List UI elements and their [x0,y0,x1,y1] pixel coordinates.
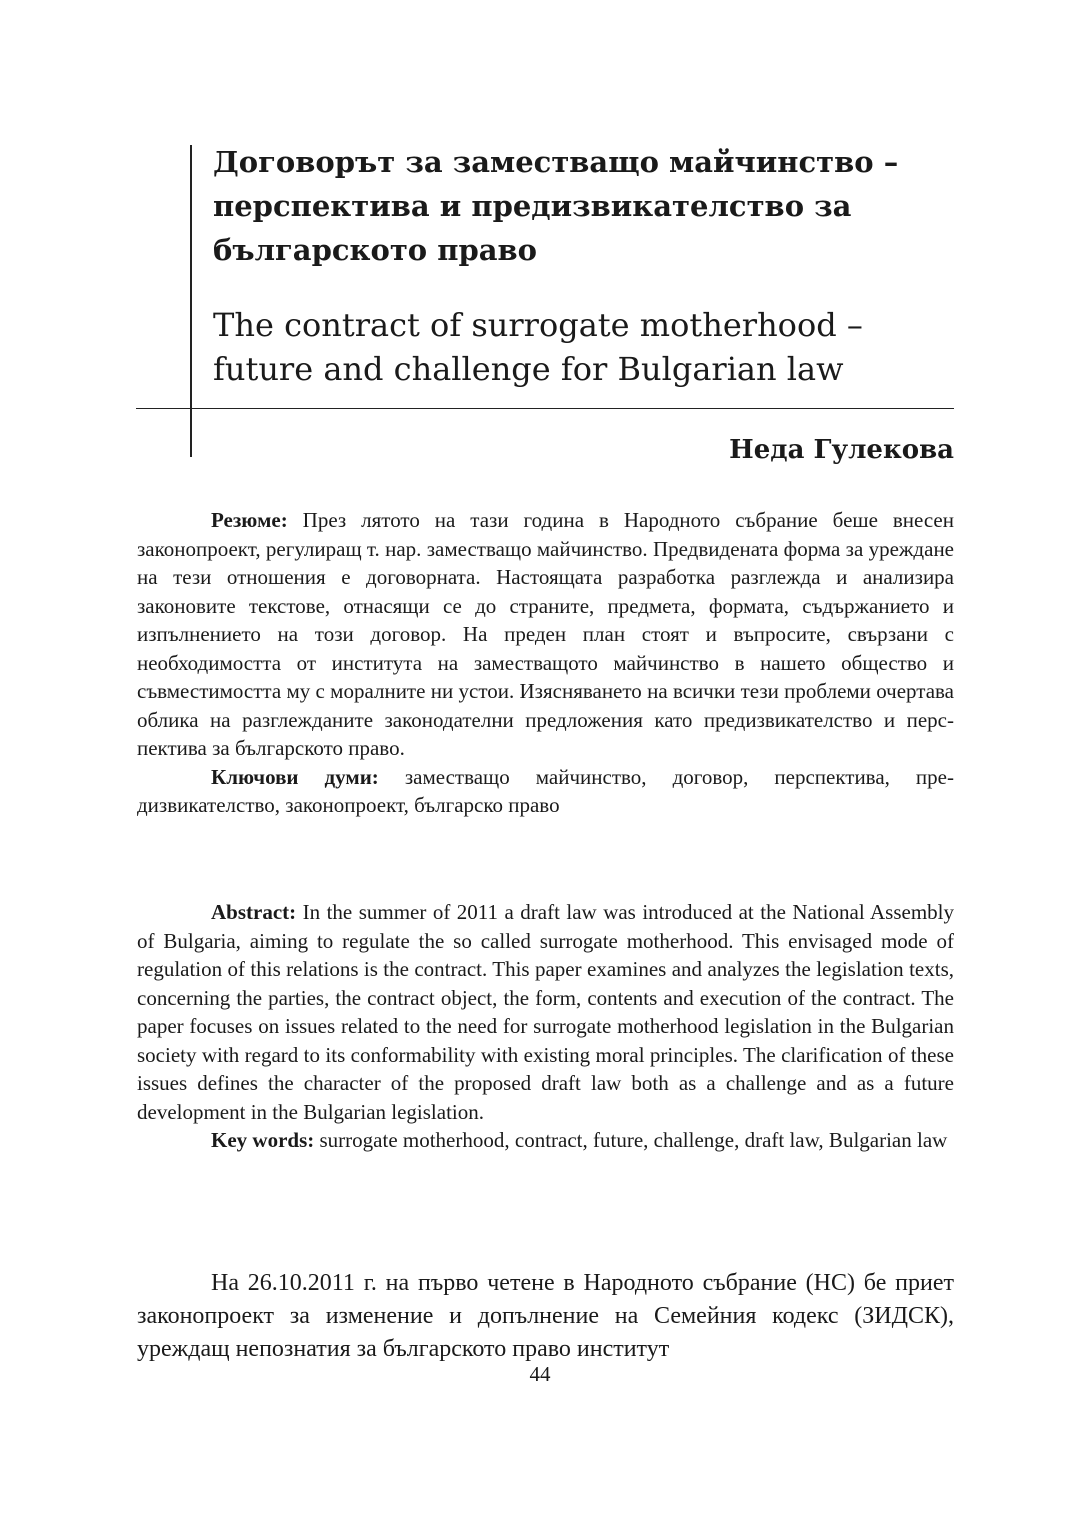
summary-bulgarian [137,506,954,820]
abstract-paragraph [137,898,954,1126]
abstract-english [137,898,954,1155]
author-name: Неда Гулекова [729,435,954,465]
body-paragraph: На 26.10.2011 г. на първо четене в Народното събрание (НС) бе приет законопроект за изменение и допълнение на Семейния кодекс (ЗИДСК), уреждащ непознатия за българското право институт [137,1270,954,1362]
title-vertical-rule [190,145,192,457]
keywords-bg-paragraph [137,763,954,820]
title-english [213,303,933,391]
title-bg-line: перспектива и предизвикателство за [213,189,852,223]
page-number: 44 [529,1362,551,1386]
summary-text: През лятото на тази година в Народното събрание беше внесен законопроект, регулиращ т. нар. заместващо майчинство. Предвидената форма за уреждане на тези отношения е договорната. Настоящата разработка разглежда и анализира законовите текстове, отнасящи се до страните, предмета, формата, съдържанието и изпълнението на този договор. На преден план стоят и въпросите, свързани с необходимостта от института на заместващото майчинство в нашето общество и съвместимостта му с моралните ни устои. Изясняването на всички тези проблеми очертава облика на разглежданите законодателни предложения като предизвикателство и перспектива за българското право. [137,508,954,760]
keywords-en-text: surrogate motherhood, contract, future, challenge, draft law, Bulgarian law [314,1128,948,1152]
title-en-line: future and challenge for Bulgarian law [213,350,844,388]
abstract-text: In the summer of 2011 a draft law was introduced at the National Assembly of Bulgaria, aiming to regulate the so called surrogate motherhood. This envisaged mode of regulation of this relations is the contract. This paper examines and analyzes the legislation texts, concerning the parties, the contract object, the form, contents and execution of the contract. The paper focuses on issues related to the need for surrogate motherhood legislation in the Bulgarian society with regard to its conformability with existing moral principles. The clarification of these issues defines the character of the proposed draft law both as a challenge and as a future development in the Bulgarian legislation. [137,900,954,1124]
abstract-label: Abstract: [211,900,297,924]
body-text [137,1267,954,1366]
title-bulgarian [213,140,933,272]
title-bg-line: Договорът за заместващо майчинство – [213,145,899,179]
keywords-en-paragraph [137,1126,954,1155]
title-bg-line: българското право [213,233,538,267]
title-en-line: The contract of surrogate motherhood – [213,306,863,344]
keywords-bg-label: Ключови думи: [211,764,379,789]
keywords-bg-text: заместващо майчинство, договор, перспектива, предизвикателство, законопроект, българско право [137,764,954,817]
summary-paragraph [137,506,954,763]
keywords-en-label: Key words: [211,1128,315,1152]
summary-label: Резюме: [211,508,288,532]
title-horizontal-rule [136,408,954,409]
